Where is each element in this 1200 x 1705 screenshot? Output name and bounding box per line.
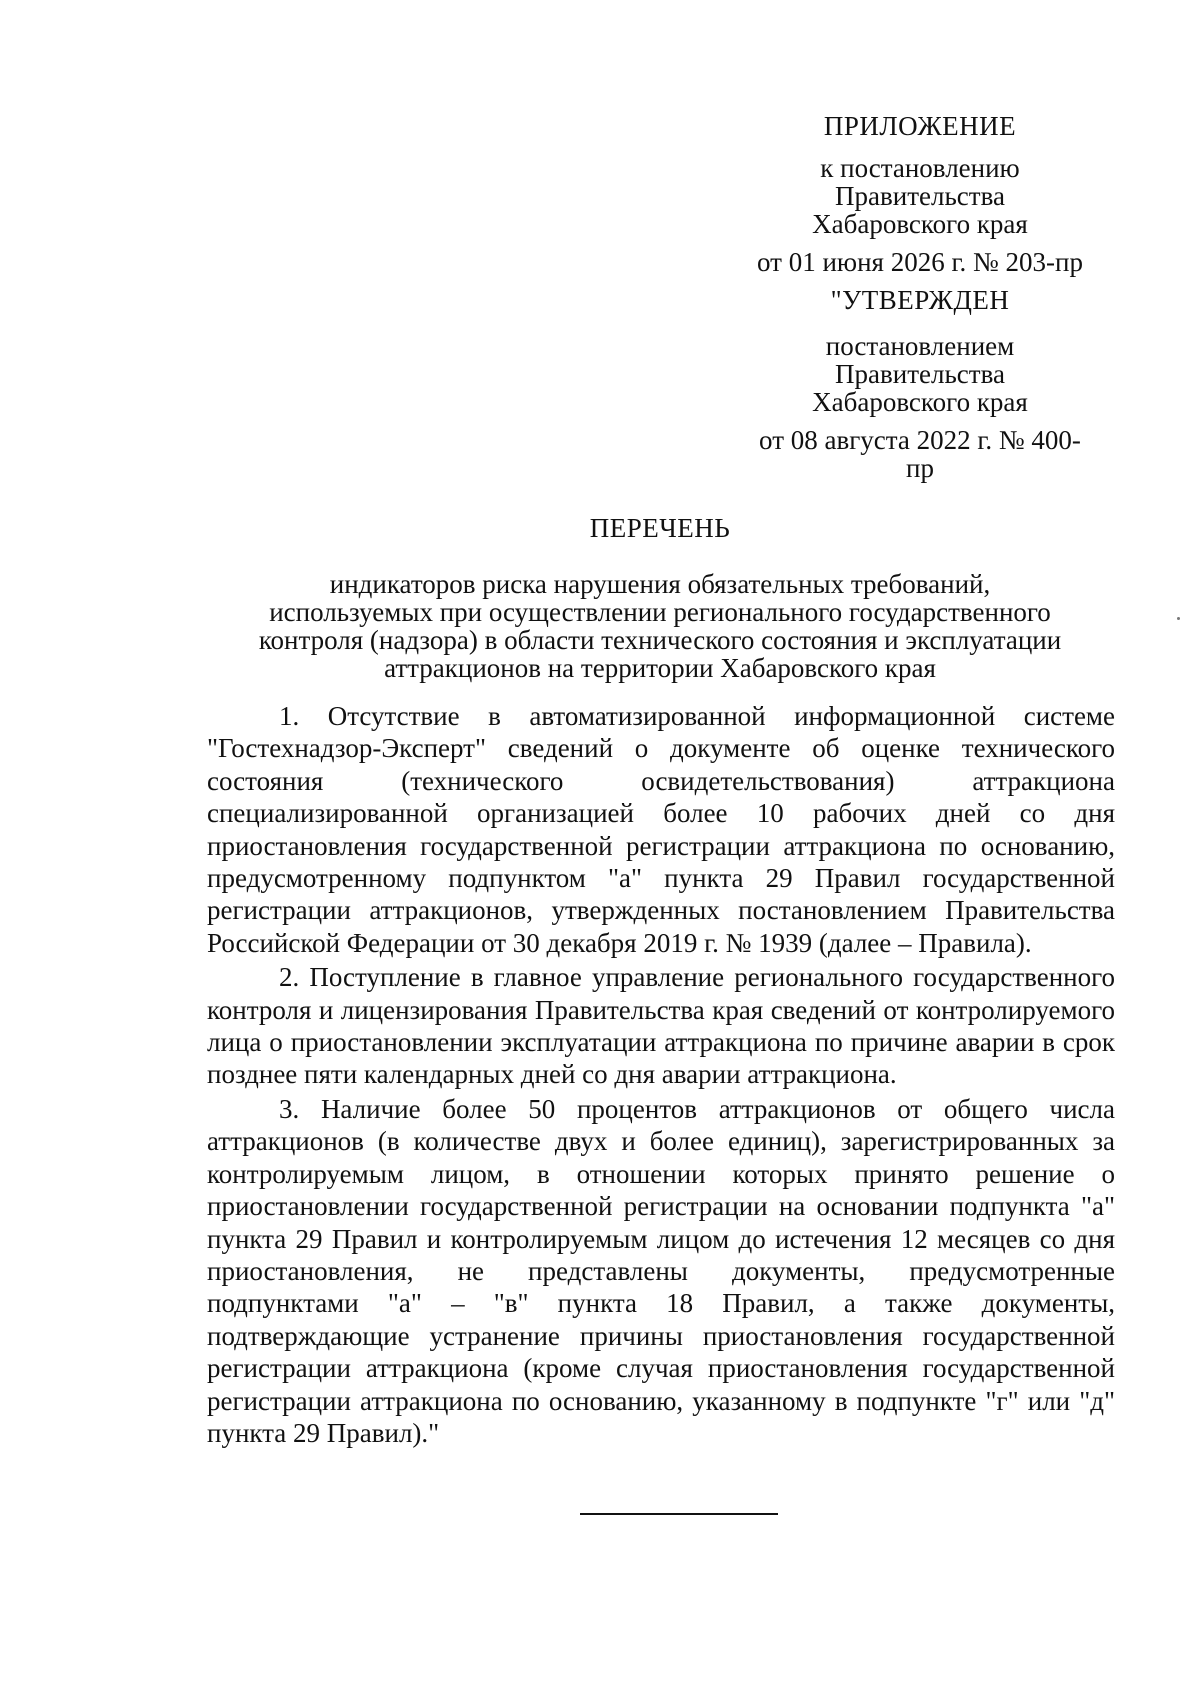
document-subtitle-line: индикаторов риска нарушения обязательных требований, — [329, 569, 991, 599]
approval-date-number: от 08 августа 2022 г. № 400-пр — [759, 425, 1081, 483]
document-subtitle-line: используемых при осуществлении регионального государственного — [269, 597, 1051, 627]
spacer — [750, 314, 1090, 332]
document-subtitle-line: аттракционов на территории Хабаровского края — [384, 653, 936, 683]
appendix-issuer-line1: Правительства — [835, 181, 1005, 211]
document-subtitle-line: контроля (надзора) в области технического состояния и эксплуатации — [258, 625, 1062, 655]
spacer — [750, 140, 1090, 154]
list-item-1: 1. Отсутствие в автоматизированной информационной системе "Гостехнадзор-Эксперт" сведений о документе об оценке технического состояния (технического освидетельствования) аттракциона специализированной организацией более 10 рабочих дней со дня приостановления государственной регистрации аттракциона по основанию, предусмотренному подпунктом "а" пункта 29 Правил государственной регистрации аттракционов, утвержденных постановлением Правительства Российской Федерации от 30 декабря 2019 г. № 1939 (далее – Правила). — [207, 701, 1115, 958]
header-block — [750, 112, 1090, 482]
approval-by-line: постановлением — [825, 331, 1015, 361]
list-item-3: 3. Наличие более 50 процентов аттракционов от общего числа аттракционов (в количестве двух и более единиц), зарегистрированных за контролируемым лицом, в отношении которых принято решение о приостановлении государственной регистрации на основании подпункта "а" пункта 29 Правил и контролируемым лицом до истечения 12 месяцев со дня приостановления, не представлены документы, предусмотренные подпунктами "а" – "в" пункта 18 Правил, а также документы, подтверждающие устранение причины приостановления государственной регистрации аттракциона (кроме случая приостановления государственной регистрации аттракциона по основанию, указанному в подпункте "г" или "д" пункта 29 Правил)." — [207, 1093, 1115, 1448]
appendix-date-number: от 01 июня 2026 г. № 203-пр — [757, 247, 1083, 277]
document-title: ПЕРЕЧЕНЬ — [589, 513, 731, 543]
scan-artifact — [1177, 617, 1180, 620]
list-item-2: 2. Поступление в главное управление регионального государственного контроля и лицензирования Правительства края сведений от контролируемого лица о приостановлении эксплуатации аттракциона по причине аварии в срок позднее пяти календарных дней со дня аварии аттракциона. — [207, 962, 1115, 1090]
approval-issuer-line2: Хабаровского края — [812, 387, 1028, 417]
appendix-issuer-line2: Хабаровского края — [812, 209, 1028, 239]
list-body — [207, 700, 1115, 1451]
approval-issuer-line1: Правительства — [835, 359, 1005, 389]
closing-divider — [580, 1513, 778, 1515]
approval-label: "УТВЕРЖДЕН — [830, 285, 1010, 315]
appendix-to-line: к постановлению — [820, 153, 1020, 183]
title-block — [220, 514, 1100, 682]
appendix-label: ПРИЛОЖЕНИЕ — [823, 111, 1017, 141]
